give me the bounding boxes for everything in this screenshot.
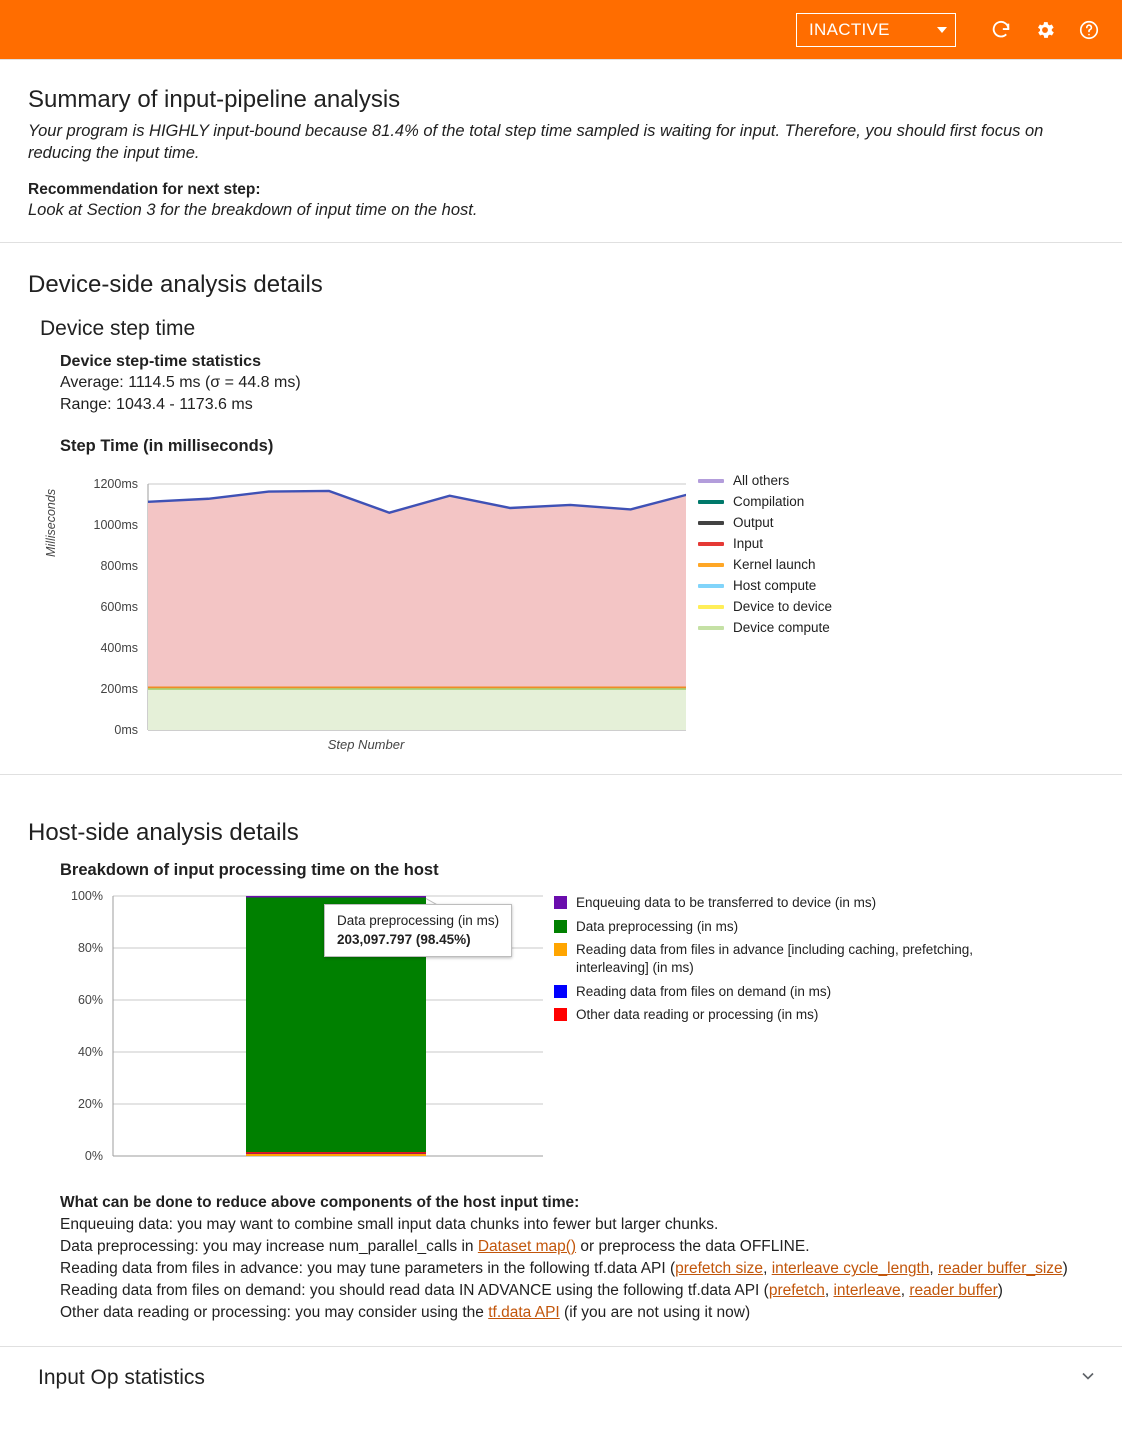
legend-label: Kernel launch (733, 557, 816, 573)
legend-swatch (554, 985, 567, 998)
legend-item[interactable] (698, 491, 832, 512)
svg-text:0ms: 0ms (114, 723, 138, 738)
legend-label: Host compute (733, 578, 817, 594)
gear-icon[interactable] (1028, 13, 1062, 47)
step-time-y-axis-label: Milliseconds (44, 489, 58, 558)
advice-line: Other data reading or processing: you may consider using the tf.data API (if you are not using it now) (60, 1304, 751, 1322)
legend-swatch (698, 542, 724, 546)
legend-swatch (698, 500, 724, 504)
legend-swatch (698, 563, 724, 567)
stats-range: Range: 1043.4 - 1173.6 ms (60, 395, 253, 413)
svg-text:1200ms: 1200ms (93, 477, 138, 492)
legend-label: Output (733, 515, 774, 531)
host-chart-area (38, 884, 1094, 1174)
step-time-plot (46, 462, 686, 752)
advice-link[interactable]: prefetch size (675, 1260, 764, 1278)
help-icon[interactable] (1072, 13, 1106, 47)
legend-swatch (698, 605, 724, 609)
legend-item[interactable] (554, 941, 974, 976)
advice-line: Reading data from files on demand: you should read data IN ADVANCE using the following tf.data API (prefetch, interleave, reader buffer) (60, 1282, 1003, 1300)
device-step-time-statistics (60, 351, 1094, 416)
input-op-statistics-section-header[interactable] (0, 1347, 1122, 1409)
main-content (0, 60, 1122, 1409)
legend-item[interactable] (554, 918, 974, 936)
advice-lines (60, 1214, 1094, 1324)
refresh-icon[interactable] (984, 13, 1018, 47)
step-time-chart-title: Step Time (in milliseconds) (60, 437, 274, 456)
top-toolbar (0, 0, 1122, 60)
legend-item[interactable] (698, 575, 832, 596)
device-analysis-section (0, 243, 1122, 776)
svg-text:600ms: 600ms (100, 600, 138, 615)
legend-label: Device compute (733, 620, 830, 636)
legend-swatch (554, 896, 567, 909)
svg-text:60%: 60% (77, 993, 103, 1008)
legend-swatch (698, 584, 724, 588)
stats-header: Device step-time statistics (60, 352, 261, 370)
svg-text:20%: 20% (77, 1097, 103, 1112)
chevron-down-icon[interactable] (1078, 1366, 1098, 1391)
legend-item[interactable] (554, 894, 974, 912)
run-selector[interactable] (796, 13, 956, 47)
host-breakdown-legend (554, 884, 974, 1174)
advice-link[interactable]: prefetch (768, 1282, 825, 1300)
svg-text:800ms: 800ms (100, 559, 138, 574)
svg-text:100%: 100% (71, 889, 103, 904)
advice-line: Data preprocessing: you may increase num_parallel_calls in Dataset map() or preprocess the data OFFLINE. (60, 1238, 810, 1256)
advice-link[interactable]: Dataset map() (477, 1238, 577, 1256)
page-title: Summary of input-pipeline analysis (28, 86, 401, 113)
host-breakdown-chart[interactable] (38, 884, 548, 1174)
svg-text:0%: 0% (84, 1149, 103, 1164)
legend-label: Reading data from files on demand (in ms) (576, 983, 832, 999)
legend-label: Data preprocessing (in ms) (576, 918, 739, 934)
host-analysis-section (0, 775, 1122, 1347)
legend-swatch (698, 626, 724, 630)
advice-line: Reading data from files in advance: you may tune parameters in the following tf.data API (prefetch size, interleave cycle_length, reader buffer_size) (60, 1260, 1068, 1278)
collapse-title: Input Op statistics (38, 1366, 205, 1390)
legend-label: Enqueuing data to be transferred to device (in ms) (576, 895, 877, 911)
advice-link[interactable]: interleave cycle_length (771, 1260, 930, 1278)
legend-item[interactable] (554, 983, 974, 1001)
device-step-time-title: Device step time (40, 316, 196, 340)
legend-swatch (554, 920, 567, 933)
svg-text:400ms: 400ms (100, 641, 138, 656)
chart-tooltip (324, 904, 512, 956)
svg-text:200ms: 200ms (100, 682, 138, 697)
legend-swatch (554, 943, 567, 956)
advice-block (60, 1192, 1094, 1324)
advice-link[interactable]: reader buffer (909, 1282, 998, 1300)
step-time-chart-area (46, 462, 1094, 752)
legend-label: Input (733, 536, 764, 552)
legend-swatch (698, 479, 724, 483)
advice-link[interactable]: reader buffer_size (938, 1260, 1063, 1278)
step-time-chart[interactable] (46, 462, 686, 752)
legend-item[interactable] (698, 533, 832, 554)
legend-swatch (554, 1008, 567, 1021)
chevron-down-icon (937, 27, 947, 33)
legend-label: Other data reading or processing (in ms) (576, 1007, 819, 1023)
stats-average: Average: 1114.5 ms (σ = 44.8 ms) (60, 374, 301, 392)
host-section-title: Host-side analysis details (28, 819, 299, 847)
legend-label: Reading data from files in advance [including caching, prefetching, interleaving] (in ms) (576, 942, 973, 975)
tooltip-value: 203,097.797 (98.45%) (337, 931, 471, 947)
summary-body: Your program is HIGHLY input-bound because 81.4% of the total step time sampled is waiting for input. Therefore, you should first focus on reducing the input time. (28, 122, 1044, 163)
device-section-title: Device-side analysis details (28, 270, 323, 298)
svg-text:1000ms: 1000ms (93, 518, 138, 533)
advice-link[interactable]: tf.data API (488, 1304, 560, 1322)
legend-label: Device to device (733, 599, 833, 615)
legend-item[interactable] (698, 512, 832, 533)
step-time-x-axis-label: Step Number (327, 737, 405, 753)
recommendation-text: Look at Section 3 for the breakdown of input time on the host. (28, 200, 478, 219)
legend-label: Compilation (733, 494, 805, 510)
svg-text:80%: 80% (77, 941, 103, 956)
legend-item[interactable] (554, 1006, 974, 1024)
legend-swatch (698, 521, 724, 525)
legend-item[interactable] (698, 470, 832, 491)
legend-item[interactable] (698, 596, 832, 617)
recommendation-header: Recommendation for next step: (28, 180, 261, 198)
legend-item[interactable] (698, 617, 832, 638)
legend-item[interactable] (698, 554, 832, 575)
tooltip-label: Data preprocessing (in ms) (337, 913, 500, 929)
advice-link[interactable]: interleave (833, 1282, 901, 1300)
step-time-legend (698, 462, 832, 752)
summary-section (0, 60, 1122, 243)
advice-line: Enqueuing data: you may want to combine small input data chunks into fewer but larger chunks. (60, 1216, 719, 1234)
run-selector-value: INACTIVE (809, 19, 890, 39)
svg-text:40%: 40% (77, 1045, 103, 1060)
host-breakdown-title: Breakdown of input processing time on the host (60, 861, 439, 880)
advice-header: What can be done to reduce above components of the host input time: (60, 1194, 580, 1212)
legend-label: All others (733, 473, 790, 489)
